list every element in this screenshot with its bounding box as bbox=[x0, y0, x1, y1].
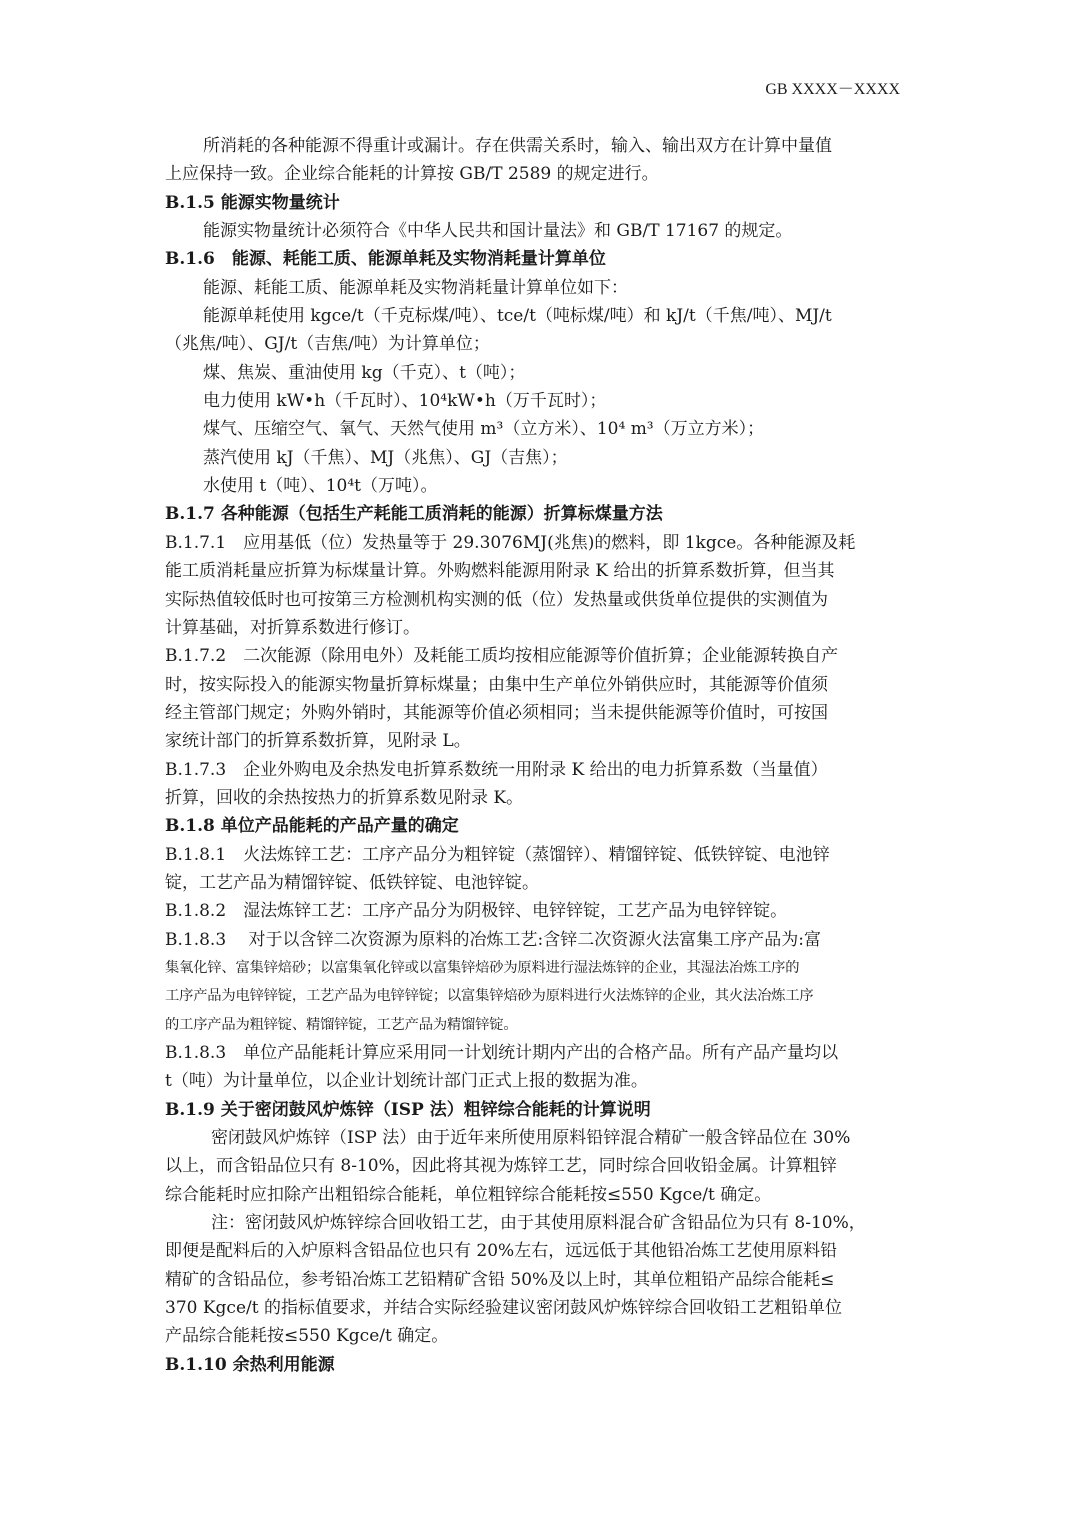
section-heading: B.1.8 单位产品能耗的产品产量的确定 bbox=[165, 816, 459, 837]
text-line: 370 Kgce/t 的指标值要求，并结合实际经验建议密闭鼓风炉炼锌综合回收铅工艺粗铅单位 bbox=[165, 1298, 842, 1319]
text-line: 经主管部门规定；外购外销时，其能源等价值必须相同；当未提供能源等价值时，可按国 bbox=[165, 702, 828, 723]
text-line: 蒸汽使用 kJ（千焦）、MJ（兆焦）、GJ（吉焦）； bbox=[203, 447, 568, 468]
text-line: 密闭鼓风炉炼锌（ISP 法）由于近年来所使用原料铅锌混合精矿一般含锌品位在 30% bbox=[211, 1128, 851, 1149]
text-line: t（吨）为计量单位，以企业计划统计部门正式上报的数据为准。 bbox=[165, 1071, 648, 1092]
section-heading: B.1.6 能源、耗能工质、能源单耗及实物消耗量计算单位 bbox=[165, 249, 606, 270]
text-line: 所消耗的各种能源不得重计或漏计。存在供需关系时，输入、输出双方在计算中量值 bbox=[203, 136, 832, 156]
section-heading: B.1.7 各种能源（包括生产耗能工质消耗的能源）折算标煤量方法 bbox=[165, 504, 663, 525]
text-line: B.1.7.2 二次能源（除用电外）及耗能工质均按相应能源等价值折算；企业能源转换自产 bbox=[165, 646, 839, 667]
text-line: B.1.7.1 应用基低（位）发热量等于 29.3076MJ(兆焦)的燃料，即 1kgce。各种能源及耗 bbox=[165, 532, 856, 553]
text-line: 注：密闭鼓风炉炼锌综合回收铅工艺，由于其使用原料混合矿含铅品位为只有 8-10%， bbox=[211, 1213, 866, 1234]
text-line: 实际热值较低时也可按第三方检测机构实测的低（位）发热量或供货单位提供的实测值为 bbox=[165, 589, 828, 610]
text-line: 以上，而含铅品位只有 8-10%，因此将其视为炼锌工艺，同时综合回收铅金属。计算粗锌 bbox=[165, 1156, 837, 1177]
section-heading: B.1.10 余热利用能源 bbox=[165, 1354, 335, 1375]
text-line: B.1.8.2 湿法炼锌工艺：工序产品分为阴极锌、电锌锌锭，工艺产品为电锌锌锭。 bbox=[165, 901, 788, 922]
section-heading: B.1.9 关于密闭鼓风炉炼锌（ISP 法）粗锌综合能耗的计算说明 bbox=[165, 1099, 651, 1120]
document-id: GB XXXX－XXXX bbox=[765, 81, 900, 98]
text-line: 精矿的含铅品位，参考铅冶炼工艺铅精矿含铅 50%及以上时，其单位粗铅产品综合能耗≤ bbox=[165, 1269, 835, 1290]
text-line: 综合能耗时应扣除产出粗铅综合能耗，单位粗锌综合能耗按≤550 Kgce/t 确定。 bbox=[165, 1184, 772, 1205]
text-line: 的工序产品为粗锌锭、精馏锌锭，工艺产品为精馏锌锭。 bbox=[165, 1016, 518, 1033]
text-line: 能源实物量统计必须符合《中华人民共和国计量法》和 GB/T 17167 的规定。 bbox=[203, 221, 793, 242]
text-line: 集氧化锌、富集锌焙砂；以富集氧化锌或以富集锌焙砂为原料进行湿法炼锌的企业，其湿法冶炼工序的 bbox=[165, 959, 800, 976]
text-line: 产品综合能耗按≤550 Kgce/t 确定。 bbox=[165, 1326, 449, 1347]
text-line: 电力使用 kW•h（千瓦时）、10⁴kW•h（万千瓦时）； bbox=[203, 391, 607, 412]
text-line: （兆焦/吨）、GJ/t（吉焦/吨）为计算单位； bbox=[165, 334, 490, 355]
text-line: B.1.7.3 企业外购电及余热发电折算系数统一用附录 K 给出的电力折算系数（当量值） bbox=[165, 759, 828, 780]
text-line: 折算，回收的余热按热力的折算系数见附录 K。 bbox=[165, 787, 524, 808]
text-line: 煤气、压缩空气、氧气、天然气使用 m³（立方米）、10⁴ m³（万立方米）； bbox=[203, 419, 765, 440]
text-line: 煤、焦炭、重油使用 kg（千克）、t（吨）； bbox=[203, 362, 526, 383]
text-line: 锭，工艺产品为精馏锌锭、低铁锌锭、电池锌锭。 bbox=[165, 872, 539, 893]
text-line: 上应保持一致。企业综合能耗的计算按 GB/T 2589 的规定进行。 bbox=[165, 164, 659, 185]
text-line: B.1.8.3 单位产品能耗计算应采用同一计划统计期内产出的合格产品。所有产品产量均以 bbox=[165, 1043, 839, 1063]
text-line: 计算基础，对折算系数进行修订。 bbox=[165, 617, 420, 638]
document-body bbox=[165, 132, 920, 1379]
text-line: 能源单耗使用 kgce/t（千克标煤/吨）、tce/t（吨标煤/吨）和 kJ/t（千焦/吨）、MJ/t bbox=[203, 306, 832, 327]
text-line: 家统计部门的折算系数折算，见附录 L。 bbox=[165, 731, 471, 752]
text-line: 能工质消耗量应折算为标煤量计算。外购燃料能源用附录 K 给出的折算系数折算，但当其 bbox=[165, 561, 835, 582]
section-heading: B.1.5 能源实物量统计 bbox=[165, 192, 340, 213]
text-line: 时，按实际投入的能源实物量折算标煤量；由集中生产单位外销供应时，其能源等价值须 bbox=[165, 674, 828, 695]
text-line: 能源、耗能工质、能源单耗及实物消耗量计算单位如下： bbox=[203, 277, 628, 298]
text-line: 即便是配料后的入炉原料含铅品位也只有 20%左右，远远低于其他铅冶炼工艺使用原料铅 bbox=[165, 1241, 838, 1262]
text-line: 工序产品为电锌锌锭，工艺产品为电锌锌锭；以富集锌焙砂为原料进行火法炼锌的企业，其火法冶炼工序 bbox=[165, 988, 814, 1005]
text-line: 水使用 t（吨）、10⁴t（万吨）。 bbox=[203, 476, 438, 497]
text-line: B.1.8.1 火法炼锌工艺：工序产品分为粗锌锭（蒸馏锌）、精馏锌锭、低铁锌锭、电池锌 bbox=[165, 844, 830, 865]
text-line: B.1.8.3 对于以含锌二次资源为原料的冶炼工艺:含锌二次资源火法富集工序产品为:富 bbox=[165, 929, 822, 950]
